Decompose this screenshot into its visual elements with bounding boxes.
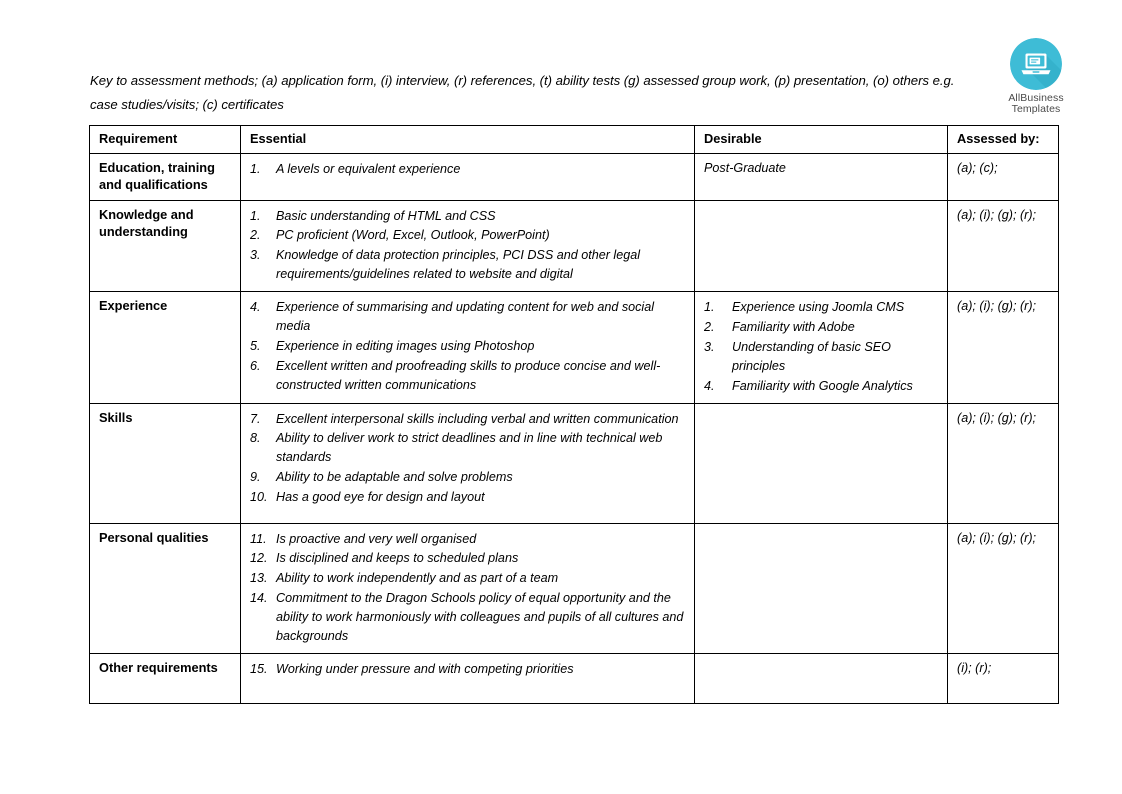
list-item-number: 2. xyxy=(250,228,261,243)
header-desirable: Desirable xyxy=(695,126,948,154)
logo-wordmark xyxy=(996,93,1076,115)
cell-assessed-by: (a); (i); (g); (r); xyxy=(948,403,1059,523)
list-item-number: 1. xyxy=(704,300,715,315)
list-item-number: 3. xyxy=(704,339,715,354)
list-item xyxy=(250,357,687,395)
table-header-row xyxy=(90,126,1059,154)
cell-essential xyxy=(241,200,695,292)
list-item-text: Knowledge of data protection principles, PCI DSS and other legal requirements/guidelines related to website and digital xyxy=(276,248,641,282)
list-item-number: 4. xyxy=(704,378,715,393)
table-row xyxy=(90,292,1059,403)
list-item xyxy=(704,377,940,396)
list-item-text: A levels or equivalent experience xyxy=(276,161,461,176)
list-item-number: 8. xyxy=(250,431,261,446)
laptop-icon xyxy=(1010,38,1062,90)
list-item-number: 2. xyxy=(704,319,715,334)
list-item xyxy=(704,298,940,317)
cell-desirable: Post-Graduate xyxy=(695,153,948,200)
header-essential: Essential xyxy=(241,126,695,154)
list-item-text: Has a good eye for design and layout xyxy=(276,490,485,505)
list-item-text: Experience using Joomla CMS xyxy=(732,300,905,315)
logo-line-2: Templates xyxy=(1011,103,1061,116)
cell-requirement: Knowledge and understanding xyxy=(90,200,241,292)
list-item xyxy=(250,660,687,679)
numbered-list xyxy=(250,207,687,285)
cell-essential xyxy=(241,653,695,703)
person-specification-table xyxy=(89,125,1059,704)
cell-desirable xyxy=(695,200,948,292)
list-item-text: PC proficient (Word, Excel, Outlook, PowerPoint) xyxy=(276,228,550,243)
cell-essential xyxy=(241,523,695,653)
list-item xyxy=(250,429,687,467)
list-item-number: 11. xyxy=(250,531,267,546)
list-item-text: Ability to be adaptable and solve problems xyxy=(276,470,513,485)
cell-requirement: Skills xyxy=(90,403,241,523)
list-item xyxy=(250,298,687,336)
table-body xyxy=(90,153,1059,703)
cell-assessed-by: (a); (c); xyxy=(948,153,1059,200)
list-item-number: 4. xyxy=(250,300,261,315)
cell-desirable xyxy=(695,523,948,653)
table-row xyxy=(90,653,1059,703)
list-item xyxy=(250,569,687,588)
list-item-number: 3. xyxy=(250,248,261,263)
numbered-list xyxy=(250,660,687,679)
list-item-number: 14. xyxy=(250,591,268,606)
cell-assessed-by: (a); (i); (g); (r); xyxy=(948,200,1059,292)
list-item-number: 13. xyxy=(250,571,268,586)
list-item-text: Ability to work independently and as part of a team xyxy=(276,571,559,586)
list-item-number: 10. xyxy=(250,490,268,505)
list-item xyxy=(250,226,687,245)
list-item-number: 5. xyxy=(250,338,261,353)
table-row xyxy=(90,523,1059,653)
list-item-text: Working under pressure and with competing priorities xyxy=(276,661,574,676)
list-item-number: 1. xyxy=(250,208,261,223)
list-item-text: Commitment to the Dragon Schools policy of equal opportunity and the ability to work harmoniously with colleagues and pupils of all cultures and backgrounds xyxy=(276,591,684,643)
list-item-number: 15. xyxy=(250,661,268,676)
list-item xyxy=(250,337,687,356)
list-item-text: Familiarity with Google Analytics xyxy=(732,378,913,393)
list-item-number: 1. xyxy=(250,161,261,176)
list-item-text: Basic understanding of HTML and CSS xyxy=(276,208,496,223)
list-item xyxy=(250,549,687,568)
cell-assessed-by: (a); (i); (g); (r); xyxy=(948,292,1059,403)
allbusiness-templates-logo xyxy=(996,38,1076,115)
list-item-text: Understanding of basic SEO principles xyxy=(732,339,891,373)
list-item-number: 9. xyxy=(250,470,261,485)
list-item xyxy=(704,338,940,376)
list-item xyxy=(250,410,687,429)
logo-line-1: AllBusiness xyxy=(1008,92,1064,104)
cell-requirement: Personal qualities xyxy=(90,523,241,653)
list-item-text: Experience in editing images using Photoshop xyxy=(276,338,535,353)
list-item xyxy=(704,318,940,337)
list-item xyxy=(250,207,687,226)
list-item-text: Is disciplined and keeps to scheduled plans xyxy=(276,551,519,566)
cell-essential xyxy=(241,153,695,200)
table-row xyxy=(90,403,1059,523)
list-item xyxy=(250,530,687,549)
list-item-text: Ability to deliver work to strict deadlines and in line with technical web standards xyxy=(276,431,663,465)
list-item-number: 6. xyxy=(250,358,261,373)
cell-requirement: Other requirements xyxy=(90,653,241,703)
numbered-list xyxy=(704,298,940,395)
numbered-list xyxy=(250,530,687,646)
header-requirement: Requirement xyxy=(90,126,241,154)
table-row xyxy=(90,200,1059,292)
list-item-text: Is proactive and very well organised xyxy=(276,531,477,546)
list-item xyxy=(250,468,687,487)
cell-desirable xyxy=(695,403,948,523)
table-row xyxy=(90,153,1059,200)
list-item-text: Experience of summarising and updating content for web and social media xyxy=(276,300,655,333)
list-item-text: Familiarity with Adobe xyxy=(732,319,855,334)
list-item-text: Excellent written and proofreading skills to produce concise and well- constructed written communications xyxy=(276,358,661,392)
cell-desirable xyxy=(695,292,948,403)
cell-essential xyxy=(241,292,695,403)
cell-requirement: Education, training and qualifications xyxy=(90,153,241,200)
list-item-text: Excellent interpersonal skills including verbal and written communication xyxy=(276,411,679,426)
cell-desirable xyxy=(695,653,948,703)
cell-essential xyxy=(241,403,695,523)
numbered-list xyxy=(250,298,687,394)
list-item-number: 7. xyxy=(250,411,261,426)
cell-assessed-by: (i); (r); xyxy=(948,653,1059,703)
list-item xyxy=(250,589,687,646)
numbered-list xyxy=(250,160,687,179)
cell-requirement: Experience xyxy=(90,292,241,403)
list-item-number: 12. xyxy=(250,551,268,566)
header-assessed-by: Assessed by: xyxy=(948,126,1059,154)
numbered-list xyxy=(250,410,687,507)
list-item xyxy=(250,246,687,284)
assessment-key-paragraph: Key to assessment methods; (a) application form, (i) interview, (r) references, (t) ability tests (g) assessed group work, (p) presentation, (o) others e.g. case studies/visits; (c) certificates xyxy=(90,73,955,113)
list-item xyxy=(250,488,687,507)
list-item xyxy=(250,160,687,179)
cell-assessed-by: (a); (i); (g); (r); xyxy=(948,523,1059,653)
